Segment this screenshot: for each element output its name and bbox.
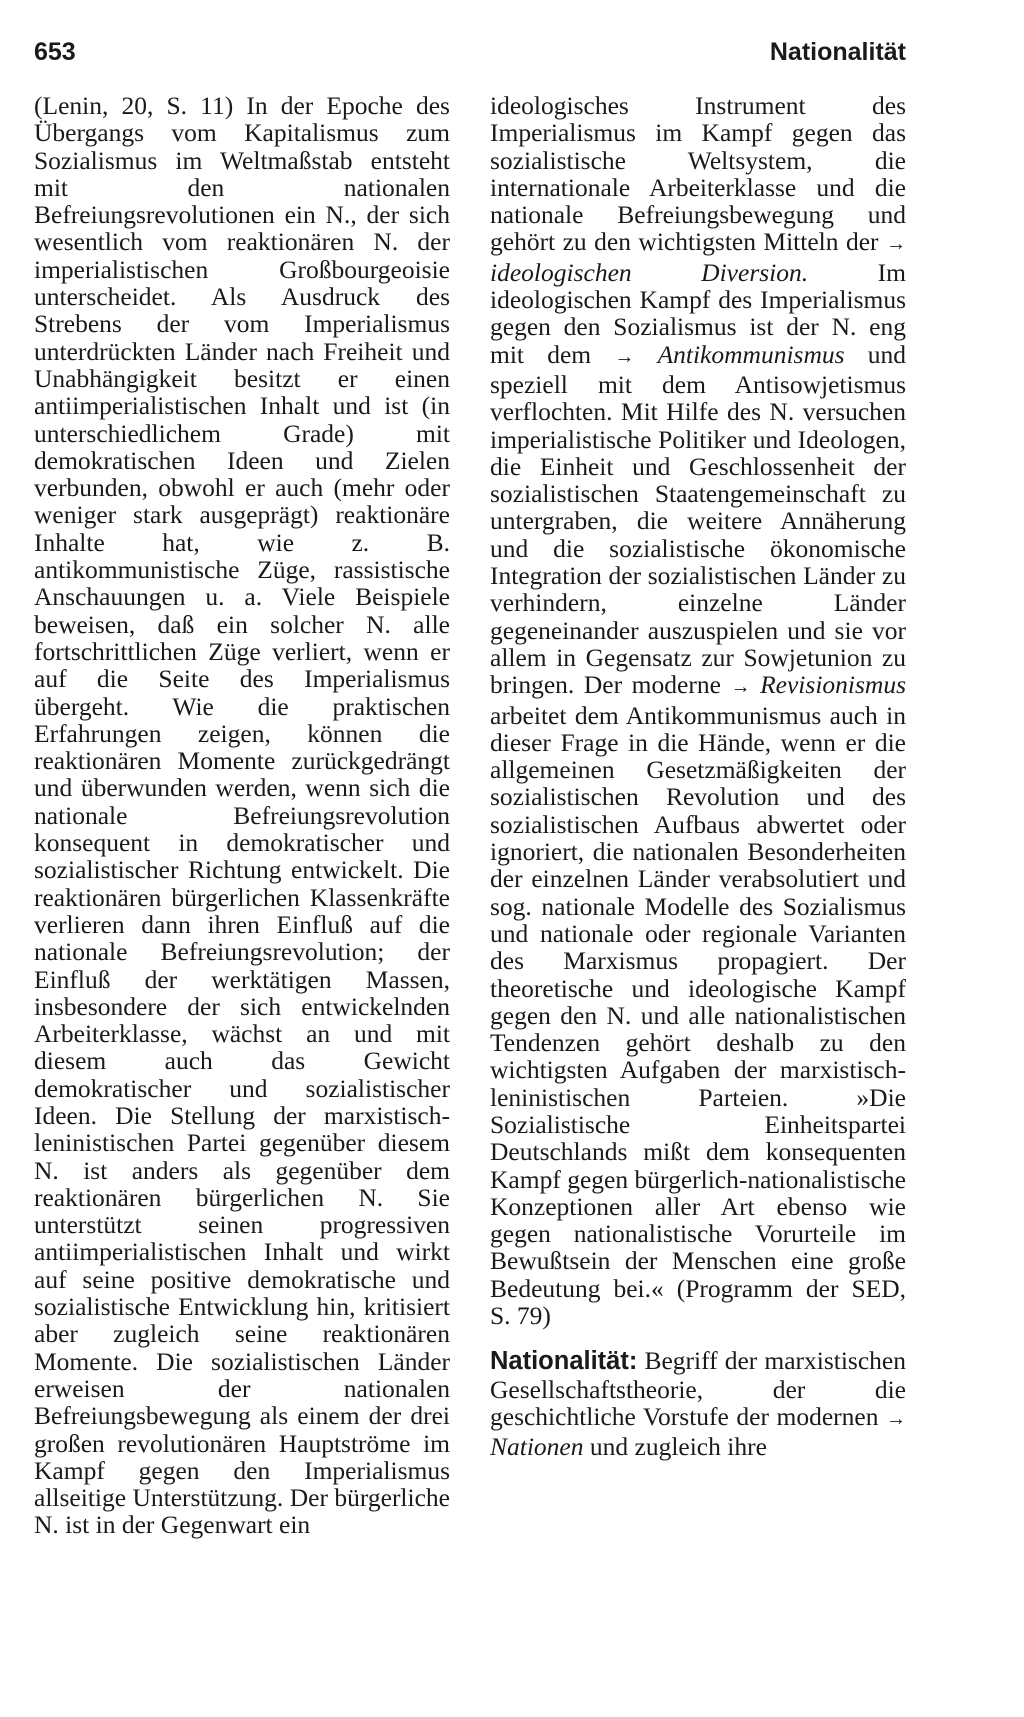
cross-reference-arrow-icon: → — [886, 1407, 907, 1430]
running-head: Nationalität — [769, 38, 906, 66]
cross-reference-nationen[interactable]: Nationen — [490, 1432, 584, 1462]
cross-reference-arrow-icon: → — [614, 345, 635, 368]
entry-definition-continued: und zugleich ihre — [589, 1432, 767, 1462]
left-column — [34, 92, 450, 1539]
cross-reference-ideologische-diversion[interactable]: ideologischen Diversion. — [490, 257, 809, 287]
right-column — [490, 92, 906, 1461]
entry-lemma: Nationalität: — [490, 1347, 638, 1376]
page-number: 653 — [34, 38, 76, 66]
cross-reference-arrow-icon: → — [886, 233, 906, 256]
cross-reference-revisionismus[interactable]: Revisionismus — [760, 670, 906, 700]
paragraph-segment: ideologisches Instrument des Imperialismus im Kampf gegen das sozialistische Weltsystem, die internationale Arbeiterklasse und die nationale Befreiungsbewegung und gehört zu den wichtigsten Mitteln der — [490, 91, 906, 257]
paragraph-segment: und speziell mit dem Antisowjetismus verflochten. Mit Hilfe des N. versuchen imperialistische Politiker und Ideologen, die Einheit und Geschlossenheit der sozialistischen Staatengemeinschaft zu untergraben, die weitere Annäherung und die sozialistische ökonomische Integration der sozialistischen Länder zu verhindern, einzelne Länder gegeneinander auszuspielen und sie vor allem in Gegensatz zur Sowjetunion zu bringen. Der moderne — [490, 339, 907, 700]
entry-definition: Begriff der marxistischen Gesellschaftstheorie, der die geschichtliche Vorstufe der modernen — [490, 1346, 906, 1431]
entry-nationalitaet — [490, 1347, 906, 1460]
paragraph-segment: Im ideologischen Kampf des Imperialismus gegen den Sozialismus ist der N. eng mit dem — [490, 257, 906, 369]
page-header — [34, 38, 906, 78]
paragraph-segment: arbeitet dem Antikommunismus auch in dieser Frage in die Hände, wenn er die allgemeinen Gesetzmäßigkeiten der sozialistischen Revolution und des sozialistischen Aufbaus abwertet oder ignoriert, die nationalen Besonderheiten der einzelnen Länder verabsolutiert und sog. nationale Modelle des Sozialismus und nationale oder regionale Varianten des Marxismus propagiert. Der theoretische und ideologische Kampf gegen den N. und alle nationalistischen Tendenzen gehört deshalb zu den wichtigsten Aufgaben der marxistisch-leninistischen Parteien. »Die Sozialistische Einheitspartei Deutschlands mißt dem konsequenten Kampf gegen bürgerlich-nationalistische Konzeptionen aller Art ebenso wie gegen nationalistische Vorurteile im Bewußtsein der Menschen eine große Bedeutung bei.« (Programm der SED, S. 79) — [490, 700, 906, 1331]
left-column-text: (Lenin, 20, S. 11) In der Epoche des Übergangs vom Kapitalismus zum Sozialismus im Weltmaßstab entsteht mit den nationalen Befreiungsrevolutionen ein N., der sich wesentlich vom reaktionären N. der imperialistischen Großbourgeoisie unterscheidet. Als Ausdruck des Strebens der vom Imperialismus unterdrückten Länder nach Freiheit und Unabhängigkeit besitzt er einen antiimperialistischen Inhalt und ist (in unterschiedlichem Grade) mit demokratischen Ideen und Zielen verbunden, obwohl er auch (mehr oder weniger stark ausgeprägt) reaktionäre Inhalte hat, wie z. B. antikommunistische Züge, rassistische Anschauungen u. a. Viele Beispiele beweisen, daß ein solcher N. alle fortschrittlichen Züge verliert, wenn er auf die Seite des Imperialismus übergeht. Wie die praktischen Erfahrungen zeigen, können die reaktionären Momente zurückgedrängt und überwunden werden, wenn sich die nationale Befreiungsrevolution konsequent in demokratischer und sozialistischer Richtung entwickelt. Die reaktionären bürgerlichen Klassenkräfte verlieren dann ihren Einfluß auf die nationale Befreiungsrevolution; der Einfluß der werktätigen Massen, insbesondere der sich entwickelnden Arbeiterklasse, wächst an und mit diesem auch das Gewicht demokratischer und sozialistischer Ideen. Die Stellung der marxistisch-leninistischen Partei gegenüber diesem N. ist anders als gegenüber dem reaktionären bürgerlichen N. Sie unterstützt seinen progressiven antiimperialistischen Inhalt und wirkt auf seine positive demokratische und sozialistische Entwicklung hin, kritisiert aber zugleich seine reaktionären Momente. Die sozialistischen Länder erweisen der nationalen Befreiungsbewegung als einem der drei großen revolutionären Hauptströme im Kampf gegen den Imperialismus allseitige Unterstützung. Der bürgerliche N. ist in der Gegenwart ein — [34, 91, 450, 1540]
cross-reference-antikommunismus[interactable]: Antikommunismus — [657, 339, 845, 369]
continued-paragraph — [490, 92, 906, 1329]
cross-reference-arrow-icon: → — [730, 676, 751, 699]
